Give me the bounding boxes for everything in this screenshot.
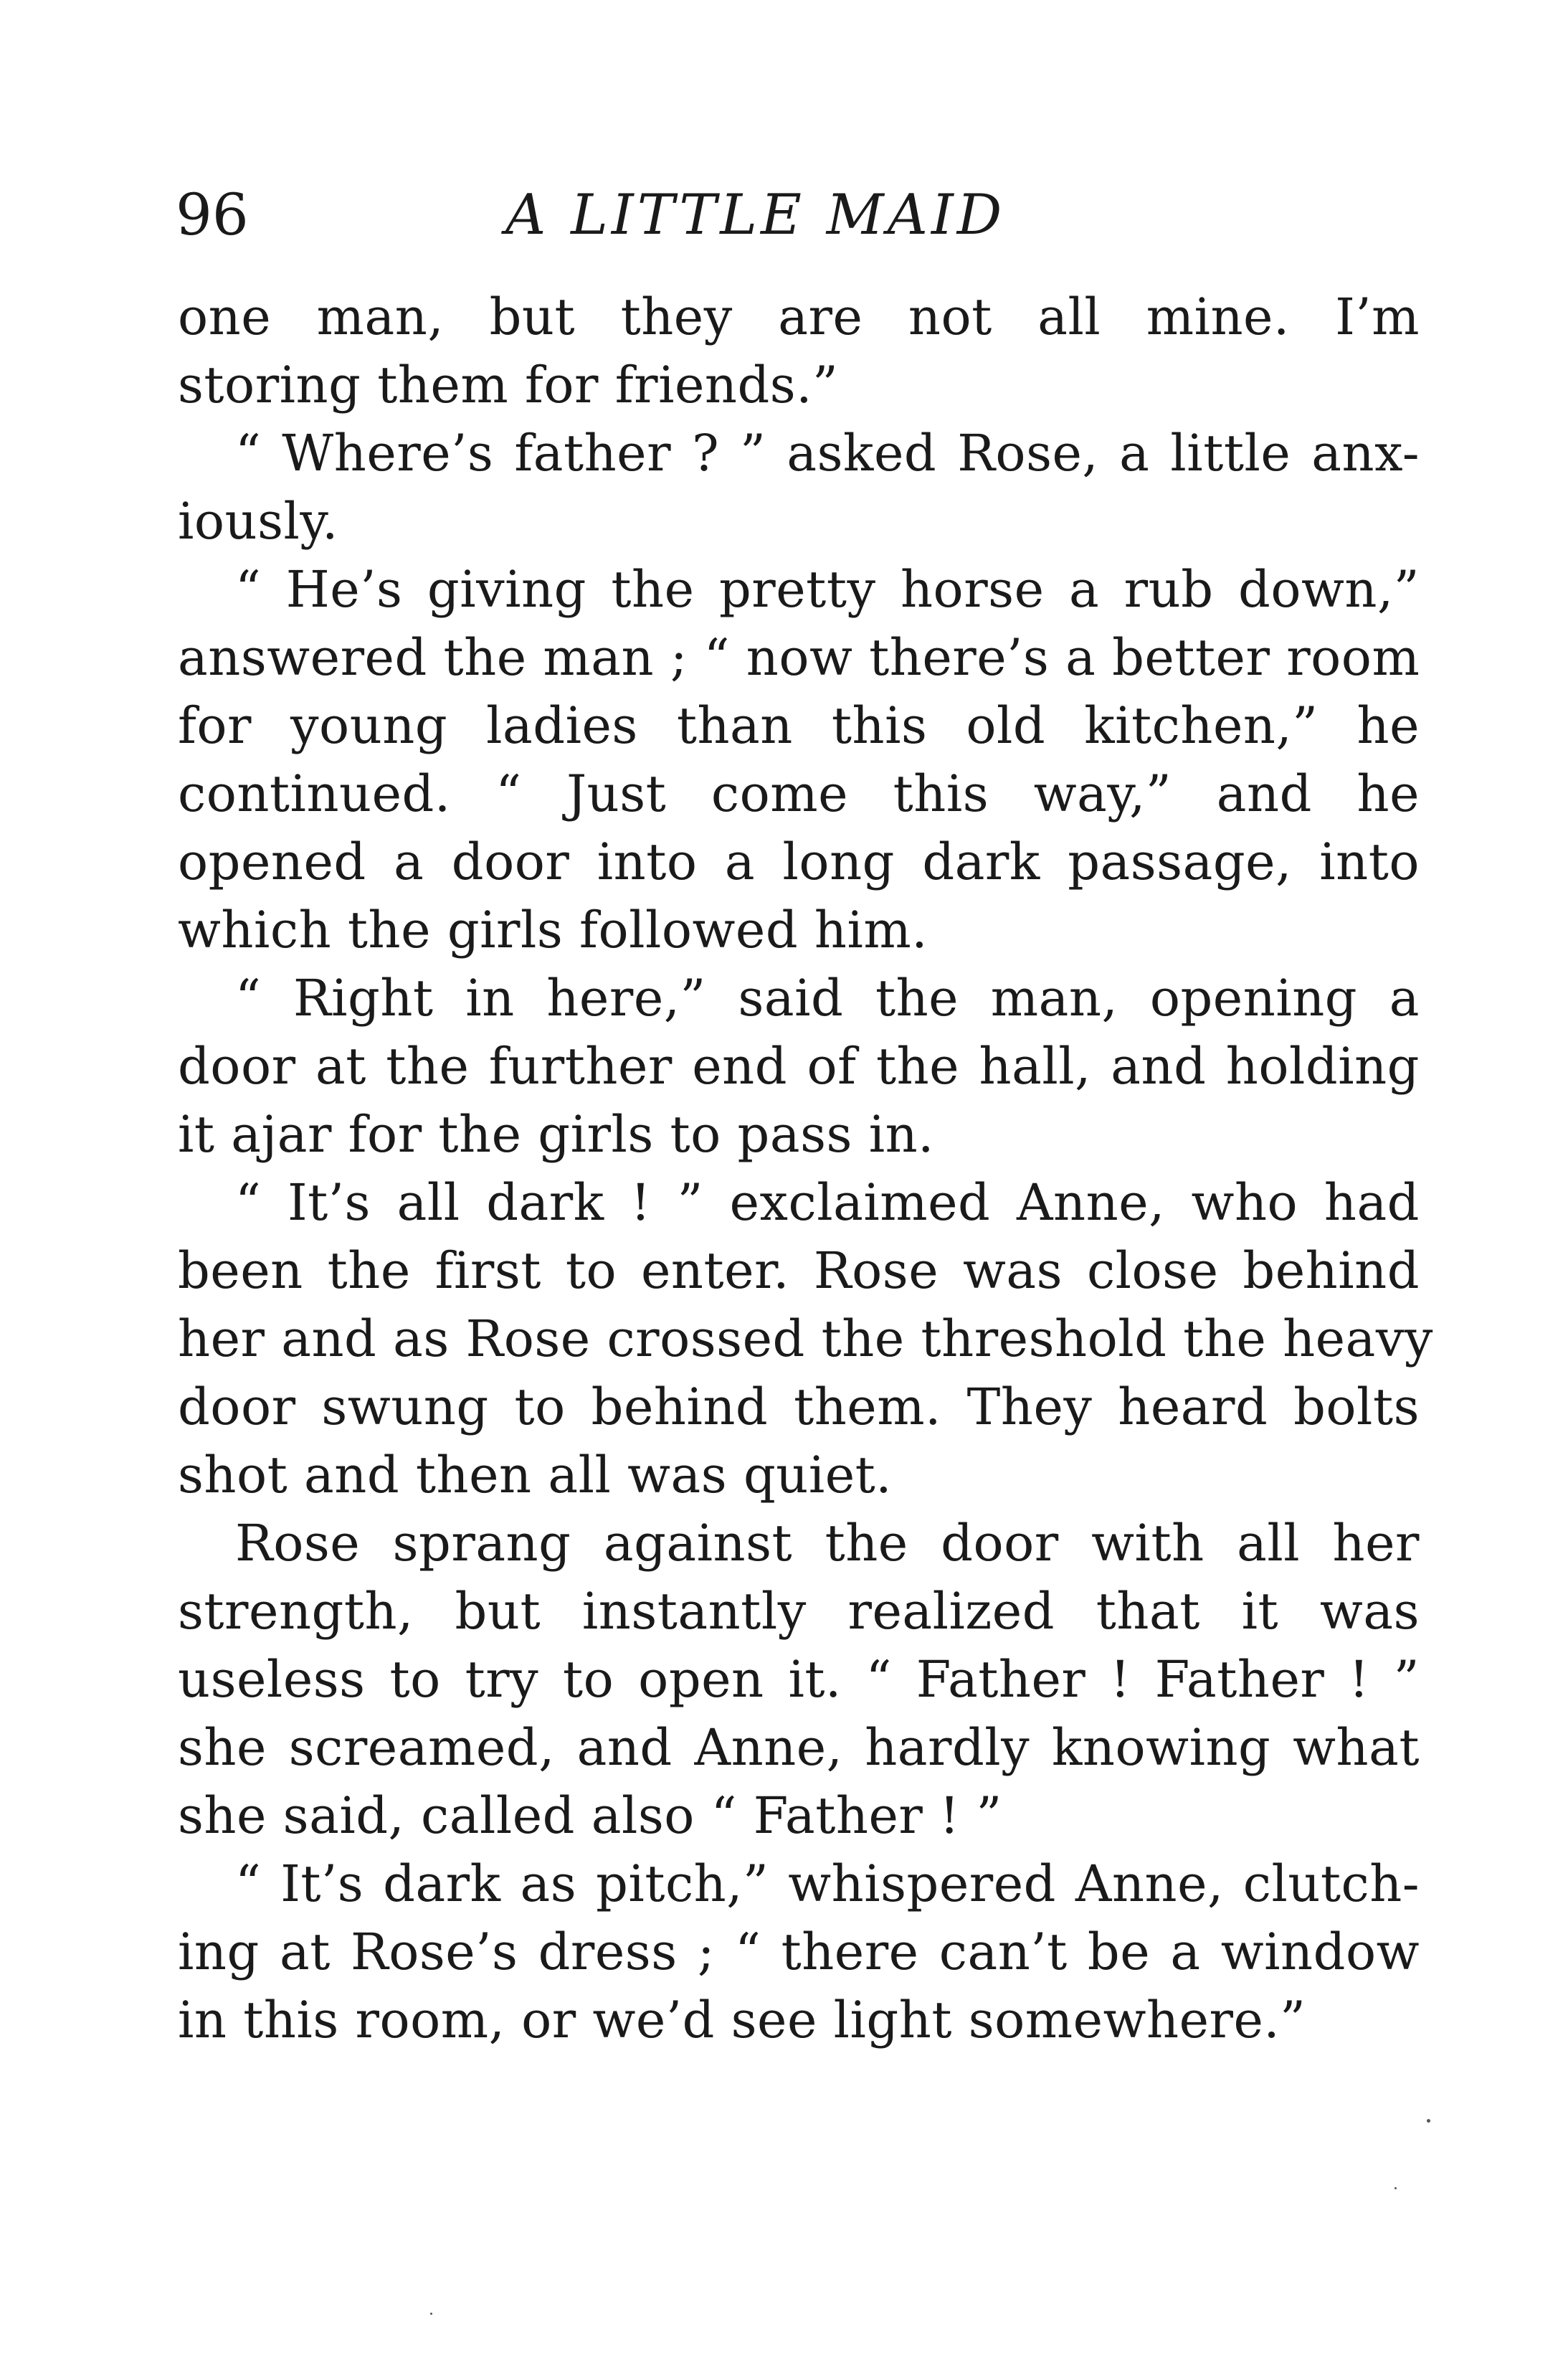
running-title: A LITTLE MAID bbox=[505, 183, 1006, 247]
text-line: which the girls followed him. bbox=[178, 901, 928, 959]
text-line: it ajar for the girls to pass in. bbox=[178, 1105, 934, 1164]
text-line: iously. bbox=[178, 492, 338, 551]
text-line: “ Right in here,” said the man, opening a bbox=[235, 969, 1420, 1028]
body-text bbox=[178, 283, 1433, 2054]
text-line: useless to try to open it. “ Father ! Father ! ” bbox=[178, 1650, 1420, 1709]
text-line: storing them for friends.” bbox=[178, 356, 839, 414]
running-head bbox=[176, 176, 1420, 255]
text-line: answered the man ; “ now there’s a better room bbox=[178, 628, 1420, 687]
page-number: 96 bbox=[176, 181, 249, 248]
text-line: she said, called also “ Father ! ” bbox=[178, 1786, 1002, 1845]
text-line: “ Where’s father ? ” asked Rose, a little anx- bbox=[235, 424, 1420, 483]
text-line: door swung to behind them. They heard bolts bbox=[178, 1378, 1420, 1436]
text-line: continued. “ Just come this way,” and he bbox=[178, 764, 1420, 823]
ink-speck bbox=[1394, 2187, 1397, 2189]
text-line: she screamed, and Anne, hardly knowing what bbox=[178, 1718, 1420, 1777]
text-line: “ He’s giving the pretty horse a rub down,” bbox=[235, 560, 1420, 619]
text-line: strength, but instantly realized that it was bbox=[178, 1582, 1420, 1641]
text-line: for young ladies than this old kitchen,” he bbox=[178, 696, 1420, 755]
text-line: shot and then all was quiet. bbox=[178, 1446, 893, 1504]
text-line: been the first to enter. Rose was close behind bbox=[178, 1241, 1420, 1300]
ink-speck bbox=[1427, 2119, 1430, 2123]
text-line: ing at Rose’s dress ; “ there can’t be a window bbox=[178, 1923, 1420, 1981]
text-line: one man, but they are not all mine. I’m bbox=[178, 288, 1420, 346]
text-line: Rose sprang against the door with all her bbox=[235, 1514, 1420, 1573]
text-line: in this room, or we’d see light somewhere.” bbox=[178, 1991, 1306, 2049]
text-line: her and as Rose crossed the threshold the heavy bbox=[178, 1309, 1433, 1368]
text-line: door at the further end of the hall, and holding bbox=[178, 1037, 1420, 1096]
text-line: opened a door into a long dark passage, into bbox=[178, 833, 1420, 891]
text-line: “ It’s dark as pitch,” whispered Anne, clutch- bbox=[235, 1854, 1420, 1913]
text-line: “ It’s all dark ! ” exclaimed Anne, who had bbox=[235, 1173, 1420, 1232]
ink-speck bbox=[430, 2313, 432, 2315]
